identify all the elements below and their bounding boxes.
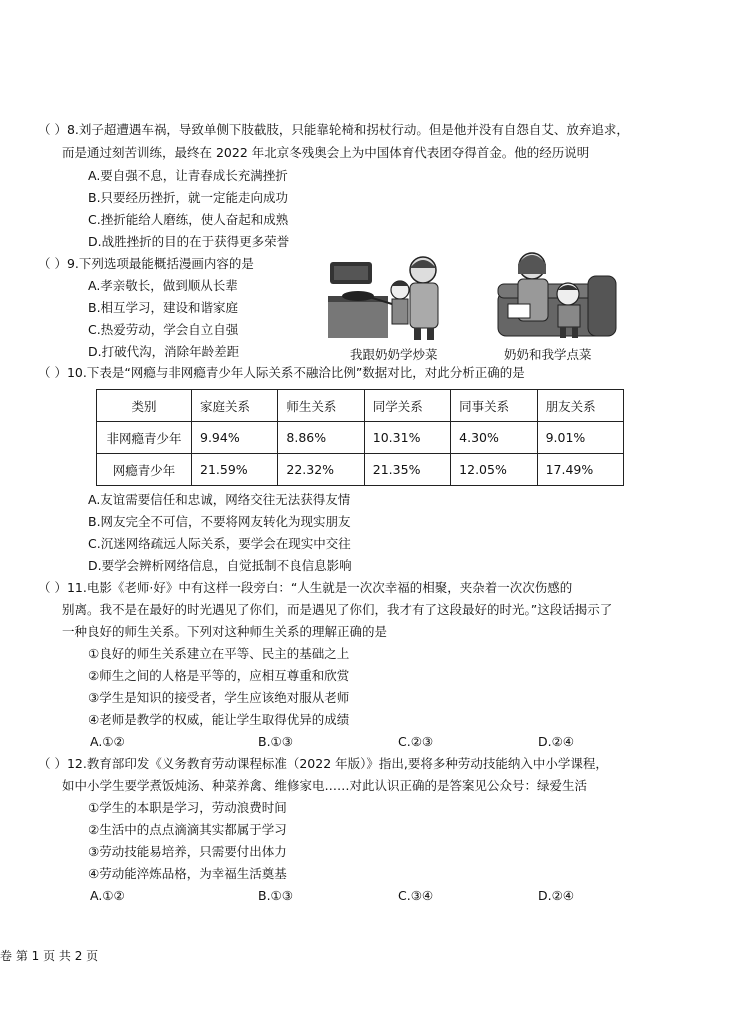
table-cell: 17.49% (537, 454, 623, 486)
q12-choice-a: A.①② (90, 888, 125, 903)
table-cell: 9.01% (537, 422, 623, 454)
table-cell: 21.59% (192, 454, 278, 486)
table-header-cell: 同学关系 (364, 390, 450, 422)
table-cell: 非网瘾青少年 (97, 422, 192, 454)
q8-option-d: D.战胜挫折的目的在于获得更多荣誉 (88, 234, 290, 249)
q11-choice-a: A.①② (90, 734, 125, 749)
table-row (97, 422, 624, 454)
table-cell: 10.31% (364, 422, 450, 454)
q12-stem-line2: 如中小学生要学煮饭炖汤、种菜养禽、维修家电……对此认识正确的是答案见公众号：绿爱生活 (62, 778, 588, 793)
q8-stem-line2: 而是通过刻苦训练，最终在 2022 年北京冬残奥会上为中国体育代表团夺得首金。他的经历说明 (62, 145, 590, 160)
q9-option-d: D.打破代沟，消除年龄差距 (88, 344, 240, 359)
q11-statement-4: ④老师是教学的权威，能让学生取得优异的成绩 (88, 712, 350, 727)
q12-statement-2: ②生活中的点点滴滴其实都属于学习 (88, 822, 287, 837)
relationship-data-table (96, 389, 624, 486)
q11-stem-line3: 一种良好的师生关系。下列对这种师生关系的理解正确的是 (62, 624, 388, 639)
q11-statement-1: ①良好的师生关系建立在平等、民主的基础之上 (88, 646, 350, 661)
q11-stem-line1: （ ）11.电影《老师·好》中有这样一段旁白：“人生就是一次次幸福的相聚，夹杂着一次次伤感的 (38, 580, 573, 595)
q11-statement-2: ②师生之间的人格是平等的，应相互尊重和欣赏 (88, 668, 350, 683)
table-header-cell: 类别 (97, 390, 192, 422)
table-cell: 12.05% (451, 454, 537, 486)
q8-stem-line1: （ ）8.刘子超遭遇车祸，导致单侧下肢截肢，只能靠轮椅和拐杖行动。但是他并没有自怨自艾、放弃追求， (38, 122, 629, 137)
q12-choice-d: D.②④ (538, 888, 575, 903)
table-cell: 21.35% (364, 454, 450, 486)
table-cell: 9.94% (192, 422, 278, 454)
q9-option-b: B.相互学习，建设和谐家庭 (88, 300, 239, 315)
page-footer: 卷 第 1 页 共 2 页 (0, 949, 99, 963)
q12-statement-4: ④劳动能淬炼品格，为幸福生活奠基 (88, 866, 287, 881)
table-cell: 8.86% (278, 422, 364, 454)
cartoon-ordering-image (488, 246, 620, 342)
cartoon-right-caption: 奶奶和我学点菜 (504, 347, 592, 362)
q11-choice-b: B.①③ (258, 734, 293, 749)
table-header-cell: 同事关系 (451, 390, 537, 422)
q10-option-b: B.网友完全不可信，不要将网友转化为现实朋友 (88, 514, 351, 529)
q8-option-b: B.只要经历挫折，就一定能走向成功 (88, 190, 289, 205)
q9-stem: （ ）9.下列选项最能概括漫画内容的是 (38, 256, 254, 271)
q8-option-c: C.挫折能给人磨练，使人奋起和成熟 (88, 212, 289, 227)
q12-choice-c: C.③④ (398, 888, 434, 903)
q12-statement-3: ③劳动技能易培养，只需要付出体力 (88, 844, 287, 859)
table-header-cell: 家庭关系 (192, 390, 278, 422)
q10-option-c: C.沉迷网络疏远人际关系，要学会在现实中交往 (88, 536, 351, 551)
table-cell: 22.32% (278, 454, 364, 486)
q12-stem-line1: （ ）12.教育部印发《义务教育劳动课程标准（2022 年版）》指出,要将多种劳动技能纳入中小学课程， (38, 756, 608, 771)
table-row (97, 454, 624, 486)
q10-stem: （ ）10.下表是“网瘾与非网瘾青少年人际关系不融洽比例”数据对比，对此分析正确的是 (38, 365, 525, 380)
q11-statement-3: ③学生是知识的接受者，学生应该绝对服从老师 (88, 690, 350, 705)
q11-choice-d: D.②④ (538, 734, 575, 749)
table-header-cell: 师生关系 (278, 390, 364, 422)
q9-option-c: C.热爱劳动，学会自立自强 (88, 322, 239, 337)
table-header-cell: 朋友关系 (537, 390, 623, 422)
table-cell: 网瘾青少年 (97, 454, 192, 486)
cartoon-left-caption: 我跟奶奶学炒菜 (350, 347, 438, 362)
table-cell: 4.30% (451, 422, 537, 454)
q11-stem-line2: 别离。我不是在最好的时光遇见了你们，而是遇见了你们，我才有了这段最好的时光。”这段话揭示了 (62, 602, 613, 617)
q10-option-a: A.友谊需要信任和忠诚，网络交往无法获得友情 (88, 492, 351, 507)
q10-option-d: D.要学会辨析网络信息，自觉抵制不良信息影响 (88, 558, 352, 573)
q12-statement-1: ①学生的本职是学习，劳动浪费时间 (88, 800, 287, 815)
cartoon-cooking-image (326, 252, 456, 342)
table-header-row (97, 390, 624, 422)
q8-option-a: A.要自强不息，让青春成长充满挫折 (88, 168, 288, 183)
q12-choice-b: B.①③ (258, 888, 293, 903)
q9-option-a: A.孝亲敬长，做到顺从长辈 (88, 278, 238, 293)
q11-choice-c: C.②③ (398, 734, 434, 749)
